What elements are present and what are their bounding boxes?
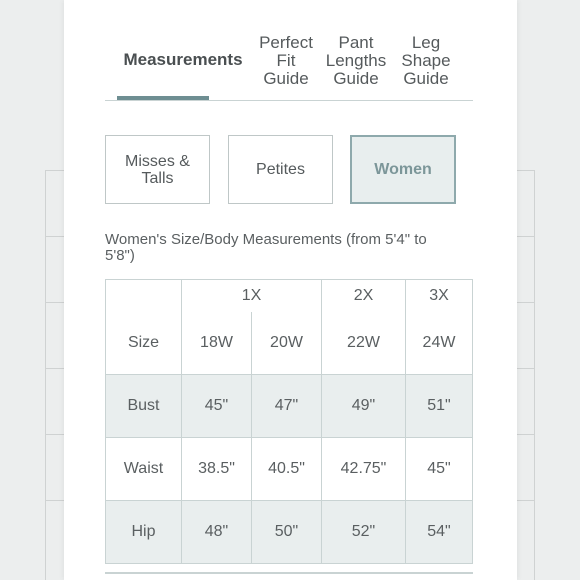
backdrop-line xyxy=(45,170,64,171)
backdrop-line xyxy=(45,434,64,435)
backdrop-line xyxy=(45,236,64,237)
backdrop-line xyxy=(517,368,535,369)
group-header-cell: 3X xyxy=(406,280,473,313)
backdrop-line xyxy=(517,170,535,171)
size-cell: 24W xyxy=(406,312,473,375)
measurement-cell: 52" xyxy=(322,501,406,564)
tab-label: Pant Lengths Guide xyxy=(325,33,387,88)
backdrop-line xyxy=(517,236,535,237)
measurement-cell: 45" xyxy=(182,375,252,438)
table-row xyxy=(106,375,473,438)
backdrop-line xyxy=(45,368,64,369)
size-chart-table xyxy=(105,279,473,564)
measurement-cell: 51" xyxy=(406,375,473,438)
tab-pant-lengths-guide[interactable] xyxy=(321,34,391,98)
measurement-cell: 40.5" xyxy=(252,438,322,501)
size-cell: 20W xyxy=(252,312,322,375)
table-caption: Women's Size/Body Measurements (from 5'4" to 5'8") xyxy=(105,231,427,264)
category-label: Women xyxy=(374,161,432,178)
measurement-cell: 42.75" xyxy=(322,438,406,501)
size-cell: 22W xyxy=(322,312,406,375)
size-header-row xyxy=(106,312,473,375)
tab-perfect-fit-guide[interactable] xyxy=(255,34,317,98)
backdrop-line xyxy=(517,500,535,501)
measurement-cell: 47" xyxy=(252,375,322,438)
backdrop-line xyxy=(45,170,46,580)
row-label-cell: Hip xyxy=(106,501,182,564)
row-label-cell: Waist xyxy=(106,438,182,501)
measurement-cell: 48" xyxy=(182,501,252,564)
measurement-cell: 50" xyxy=(252,501,322,564)
measurement-cell: 49" xyxy=(322,375,406,438)
group-header-cell: 2X xyxy=(322,280,406,313)
category-label: Petites xyxy=(256,161,305,178)
size-label-cell: Size xyxy=(106,312,182,375)
tab-leg-shape-guide[interactable] xyxy=(397,34,455,98)
backdrop-line xyxy=(517,434,535,435)
table-row xyxy=(106,501,473,564)
category-women-button[interactable] xyxy=(350,135,456,204)
tab-label: Leg Shape Guide xyxy=(401,33,451,88)
group-header-cell: 1X xyxy=(182,280,322,313)
table-row xyxy=(106,438,473,501)
tab-bar xyxy=(105,34,473,101)
tab-label: Measurements xyxy=(123,50,243,69)
size-cell: 18W xyxy=(182,312,252,375)
group-header-row xyxy=(106,280,473,313)
tab-label: Perfect Fit Guide xyxy=(259,33,313,88)
table-corner-cell xyxy=(106,280,182,313)
size-chart-modal xyxy=(64,0,517,580)
measurement-cell: 54" xyxy=(406,501,473,564)
backdrop-line xyxy=(45,302,64,303)
row-label-cell: Bust xyxy=(106,375,182,438)
backdrop-line xyxy=(517,302,535,303)
category-label: Misses & Talls xyxy=(125,152,190,187)
backdrop-line xyxy=(534,170,535,580)
active-tab-indicator xyxy=(117,96,209,100)
category-petites-button[interactable] xyxy=(228,135,333,204)
measurement-cell: 38.5" xyxy=(182,438,252,501)
measurement-cell: 45" xyxy=(406,438,473,501)
category-misses-talls-button[interactable] xyxy=(105,135,210,204)
section-divider xyxy=(105,572,473,574)
tab-measurements[interactable] xyxy=(115,34,251,98)
backdrop-line xyxy=(45,500,64,501)
